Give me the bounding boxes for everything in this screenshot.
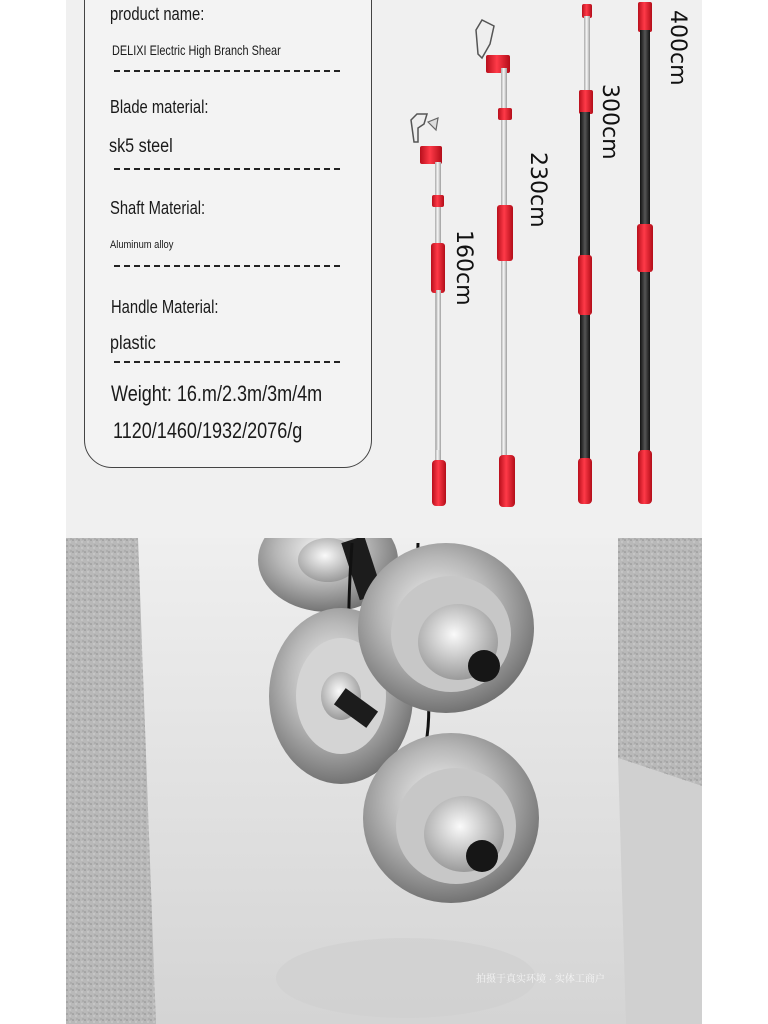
product-name-label: product name: xyxy=(110,4,205,24)
pole-160cm xyxy=(411,114,446,506)
stone-column-right xyxy=(618,538,702,786)
shaft-material-value: Aluminum alloy xyxy=(110,239,174,251)
product-spec-panel xyxy=(66,0,702,538)
blade-material-label: Blade material: xyxy=(110,97,209,117)
length-label-230: 230cm xyxy=(525,152,550,228)
pole-illustrations xyxy=(66,0,702,538)
photo-watermark: 拍摄于真实环境 · 实体工商户 xyxy=(476,974,605,985)
product-name-value: DELIXI Electric High Branch Shear xyxy=(112,42,281,58)
weight-label: Weight: 16.m/2.3m/3m/4m xyxy=(111,381,323,406)
blade-material-value: sk5 steel xyxy=(109,136,173,157)
product-photo xyxy=(66,538,702,1024)
weight-value: 1120/1460/1932/2076/g xyxy=(113,418,303,443)
length-label-400: 400cm xyxy=(665,10,690,86)
dumbbell-scene xyxy=(66,538,702,1024)
handle-material-value: plastic xyxy=(110,333,156,354)
shaft-material-label: Shaft Material: xyxy=(110,198,206,218)
pole-400cm xyxy=(637,2,653,504)
pole-230cm xyxy=(476,20,515,507)
length-label-300: 300cm xyxy=(597,84,622,160)
handle-material-label: Handle Material: xyxy=(111,297,219,317)
weight-plate xyxy=(363,733,539,903)
length-label-160: 160cm xyxy=(451,230,476,306)
weight-plate xyxy=(358,543,534,713)
pole-300cm xyxy=(578,4,593,504)
